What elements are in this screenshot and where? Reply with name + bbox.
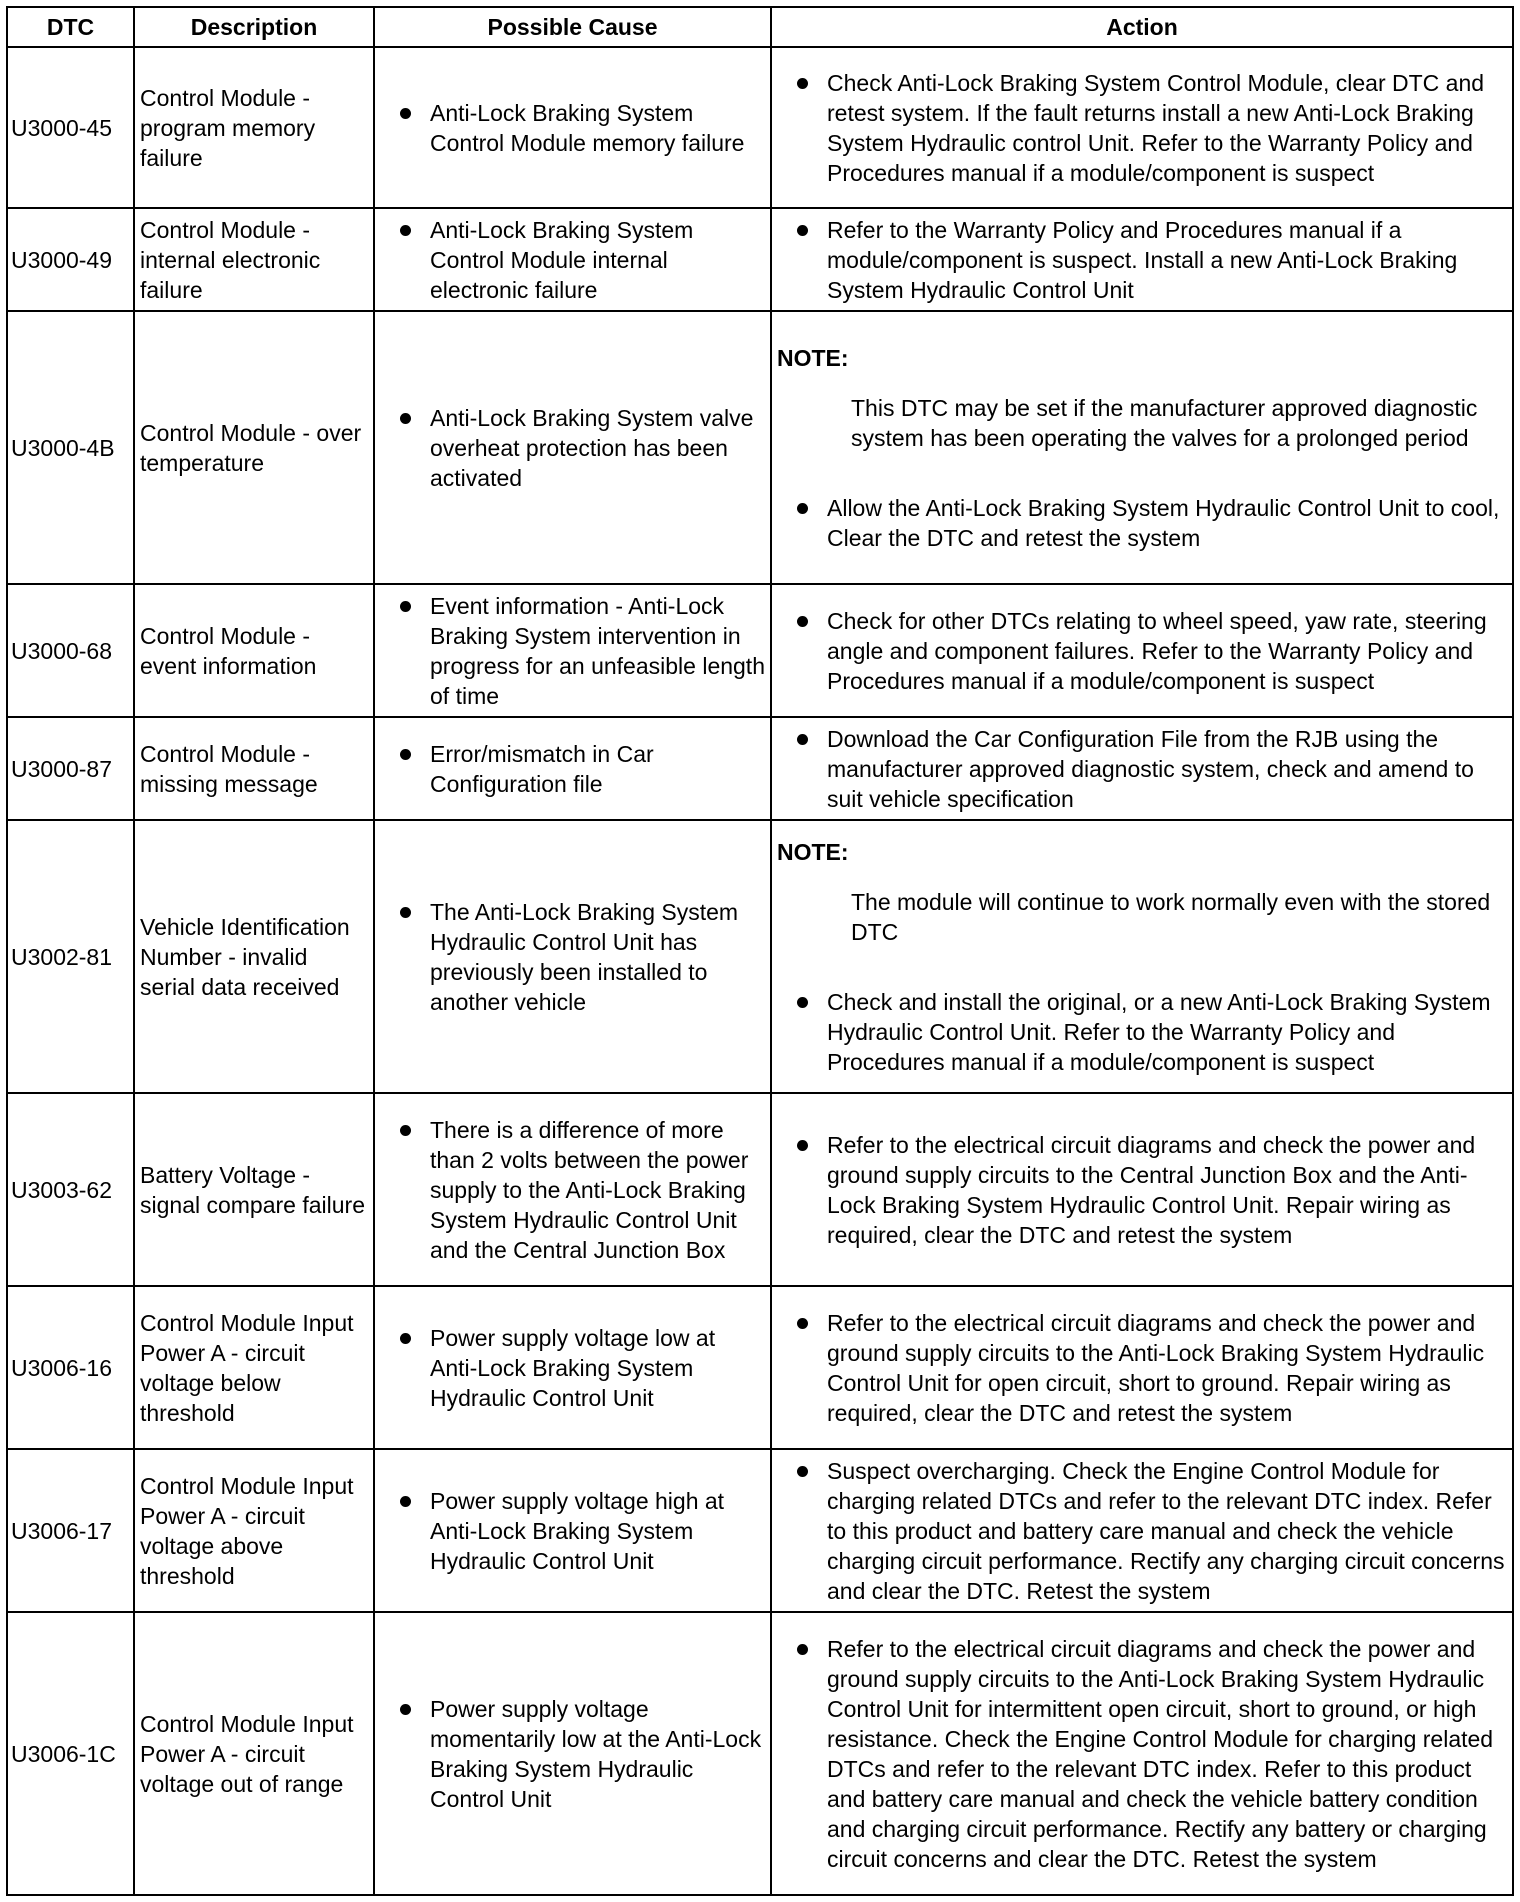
header-dtc: DTC [7, 7, 134, 47]
cause-bullet: Event information - Anti-Lock Braking System intervention in progress for an unfeasible length of time [380, 591, 765, 711]
action-cell [771, 820, 1513, 1093]
table-row [7, 1093, 1513, 1286]
table-row [7, 584, 1513, 717]
cause-bullet: The Anti-Lock Braking System Hydraulic Control Unit has previously been installed to another vehicle [380, 897, 765, 1017]
table-row [7, 208, 1513, 311]
dtc-code: U3006-16 [7, 1286, 134, 1449]
note-text: The module will continue to work normally even with the stored DTC [851, 888, 1491, 945]
action-bullet: Suspect overcharging. Check the Engine Control Module for charging related DTCs and refer to the relevant DTC index. Refer to this product and battery care manual and check the vehicle charging circuit performance. Rectify any charging circuit concerns and clear the DTC. Retest the system [777, 1456, 1507, 1606]
cause-cell [374, 47, 771, 208]
cause-cell [374, 820, 771, 1093]
header-description: Description [134, 7, 374, 47]
cause-cell [374, 584, 771, 717]
dtc-code: U3006-1C [7, 1612, 134, 1895]
cause-bullet: Power supply voltage low at Anti-Lock Braking System Hydraulic Control Unit [380, 1323, 765, 1413]
description-cell: Control Module Input Power A - circuit voltage above threshold [134, 1449, 374, 1612]
cause-cell [374, 208, 771, 311]
cause-cell [374, 1286, 771, 1449]
action-cell [771, 1612, 1513, 1895]
cause-cell [374, 311, 771, 584]
header-row [7, 7, 1513, 47]
dtc-code: U3002-81 [7, 820, 134, 1093]
action-bullet: Refer to the Warranty Policy and Procedures manual if a module/component is suspect. Install a new Anti-Lock Braking System Hydraulic Control Unit [777, 215, 1507, 305]
action-bullet: Check Anti-Lock Braking System Control Module, clear DTC and retest system. If the fault returns install a new Anti-Lock Braking System Hydraulic control Unit. Refer to the Warranty Policy and Procedures manual if a module/component is suspect [777, 68, 1507, 188]
note-label: NOTE: [777, 344, 849, 371]
action-cell [771, 311, 1513, 584]
table-row [7, 1449, 1513, 1612]
action-cell [771, 208, 1513, 311]
description-cell: Control Module Input Power A - circuit voltage below threshold [134, 1286, 374, 1449]
table-row [7, 1612, 1513, 1895]
dtc-table [6, 6, 1514, 1896]
description-cell: Control Module - event information [134, 584, 374, 717]
description-cell: Battery Voltage - signal compare failure [134, 1093, 374, 1286]
cause-cell [374, 717, 771, 820]
cause-bullet: Anti-Lock Braking System valve overheat protection has been activated [380, 403, 765, 493]
note-text: This DTC may be set if the manufacturer approved diagnostic system has been operating the valves for a prolonged period [851, 394, 1478, 451]
dtc-code: U3000-45 [7, 47, 134, 208]
cause-bullet: Anti-Lock Braking System Control Module memory failure [380, 98, 765, 158]
description-cell: Control Module - over temperature [134, 311, 374, 584]
description-cell: Control Module - program memory failure [134, 47, 374, 208]
action-bullet: Refer to the electrical circuit diagrams and check the power and ground supply circuits to the Central Junction Box and the Anti-Lock Braking System Hydraulic Control Unit. Repair wiring as required, clear the DTC and retest the system [777, 1130, 1507, 1250]
cause-bullet: Power supply voltage momentarily low at the Anti-Lock Braking System Hydraulic Control Unit [380, 1694, 765, 1814]
cause-cell [374, 1449, 771, 1612]
table-row [7, 47, 1513, 208]
dtc-code: U3003-62 [7, 1093, 134, 1286]
action-bullet: Check and install the original, or a new Anti-Lock Braking System Hydraulic Control Unit. Refer to the Warranty Policy and Procedures manual if a module/component is suspect [777, 987, 1507, 1077]
description-cell: Control Module - internal electronic failure [134, 208, 374, 311]
table-row [7, 820, 1513, 1093]
action-cell [771, 1286, 1513, 1449]
cause-cell [374, 1093, 771, 1286]
cause-bullet: There is a difference of more than 2 volts between the power supply to the Anti-Lock Braking System Hydraulic Control Unit and the Central Junction Box [380, 1115, 765, 1265]
table-row [7, 717, 1513, 820]
action-cell [771, 1449, 1513, 1612]
action-cell [771, 717, 1513, 820]
action-bullet: Refer to the electrical circuit diagrams and check the power and ground supply circuits to the Anti-Lock Braking System Hydraulic Control Unit for open circuit, short to ground. Repair wiring as required, clear the DTC and retest the system [777, 1308, 1507, 1428]
dtc-code: U3000-49 [7, 208, 134, 311]
dtc-code: U3006-17 [7, 1449, 134, 1612]
cause-bullet: Error/mismatch in Car Configuration file [380, 739, 765, 799]
cause-bullet: Power supply voltage high at Anti-Lock Braking System Hydraulic Control Unit [380, 1486, 765, 1576]
action-bullet: Allow the Anti-Lock Braking System Hydraulic Control Unit to cool, Clear the DTC and retest the system [777, 493, 1507, 553]
description-cell: Control Module Input Power A - circuit voltage out of range [134, 1612, 374, 1895]
cause-cell [374, 1612, 771, 1895]
note-label: NOTE: [777, 838, 849, 865]
header-possible-cause: Possible Cause [374, 7, 771, 47]
action-bullet: Refer to the electrical circuit diagrams and check the power and ground supply circuits to the Anti-Lock Braking System Hydraulic Control Unit for intermittent open circuit, short to ground, or high resistance. Check the Engine Control Module for charging related DTCs and refer to the relevant DTC index. Refer to this product and battery care manual and check the vehicle battery condition and charging circuit performance. Rectify any battery or charging circuit concerns and clear the DTC. Retest the system [777, 1634, 1507, 1874]
dtc-code: U3000-68 [7, 584, 134, 717]
action-bullet: Download the Car Configuration File from the RJB using the manufacturer approved diagnostic system, check and amend to suit vehicle specification [777, 724, 1507, 814]
action-bullet: Check for other DTCs relating to wheel speed, yaw rate, steering angle and component failures. Refer to the Warranty Policy and Procedures manual if a module/component is suspect [777, 606, 1507, 696]
dtc-code: U3000-4B [7, 311, 134, 584]
header-action: Action [771, 7, 1513, 47]
action-cell [771, 1093, 1513, 1286]
description-cell: Vehicle Identification Number - invalid serial data received [134, 820, 374, 1093]
table-row [7, 311, 1513, 584]
cause-bullet: Anti-Lock Braking System Control Module internal electronic failure [380, 215, 765, 305]
description-cell: Control Module - missing message [134, 717, 374, 820]
table-row [7, 1286, 1513, 1449]
action-cell [771, 47, 1513, 208]
dtc-code: U3000-87 [7, 717, 134, 820]
action-cell [771, 584, 1513, 717]
